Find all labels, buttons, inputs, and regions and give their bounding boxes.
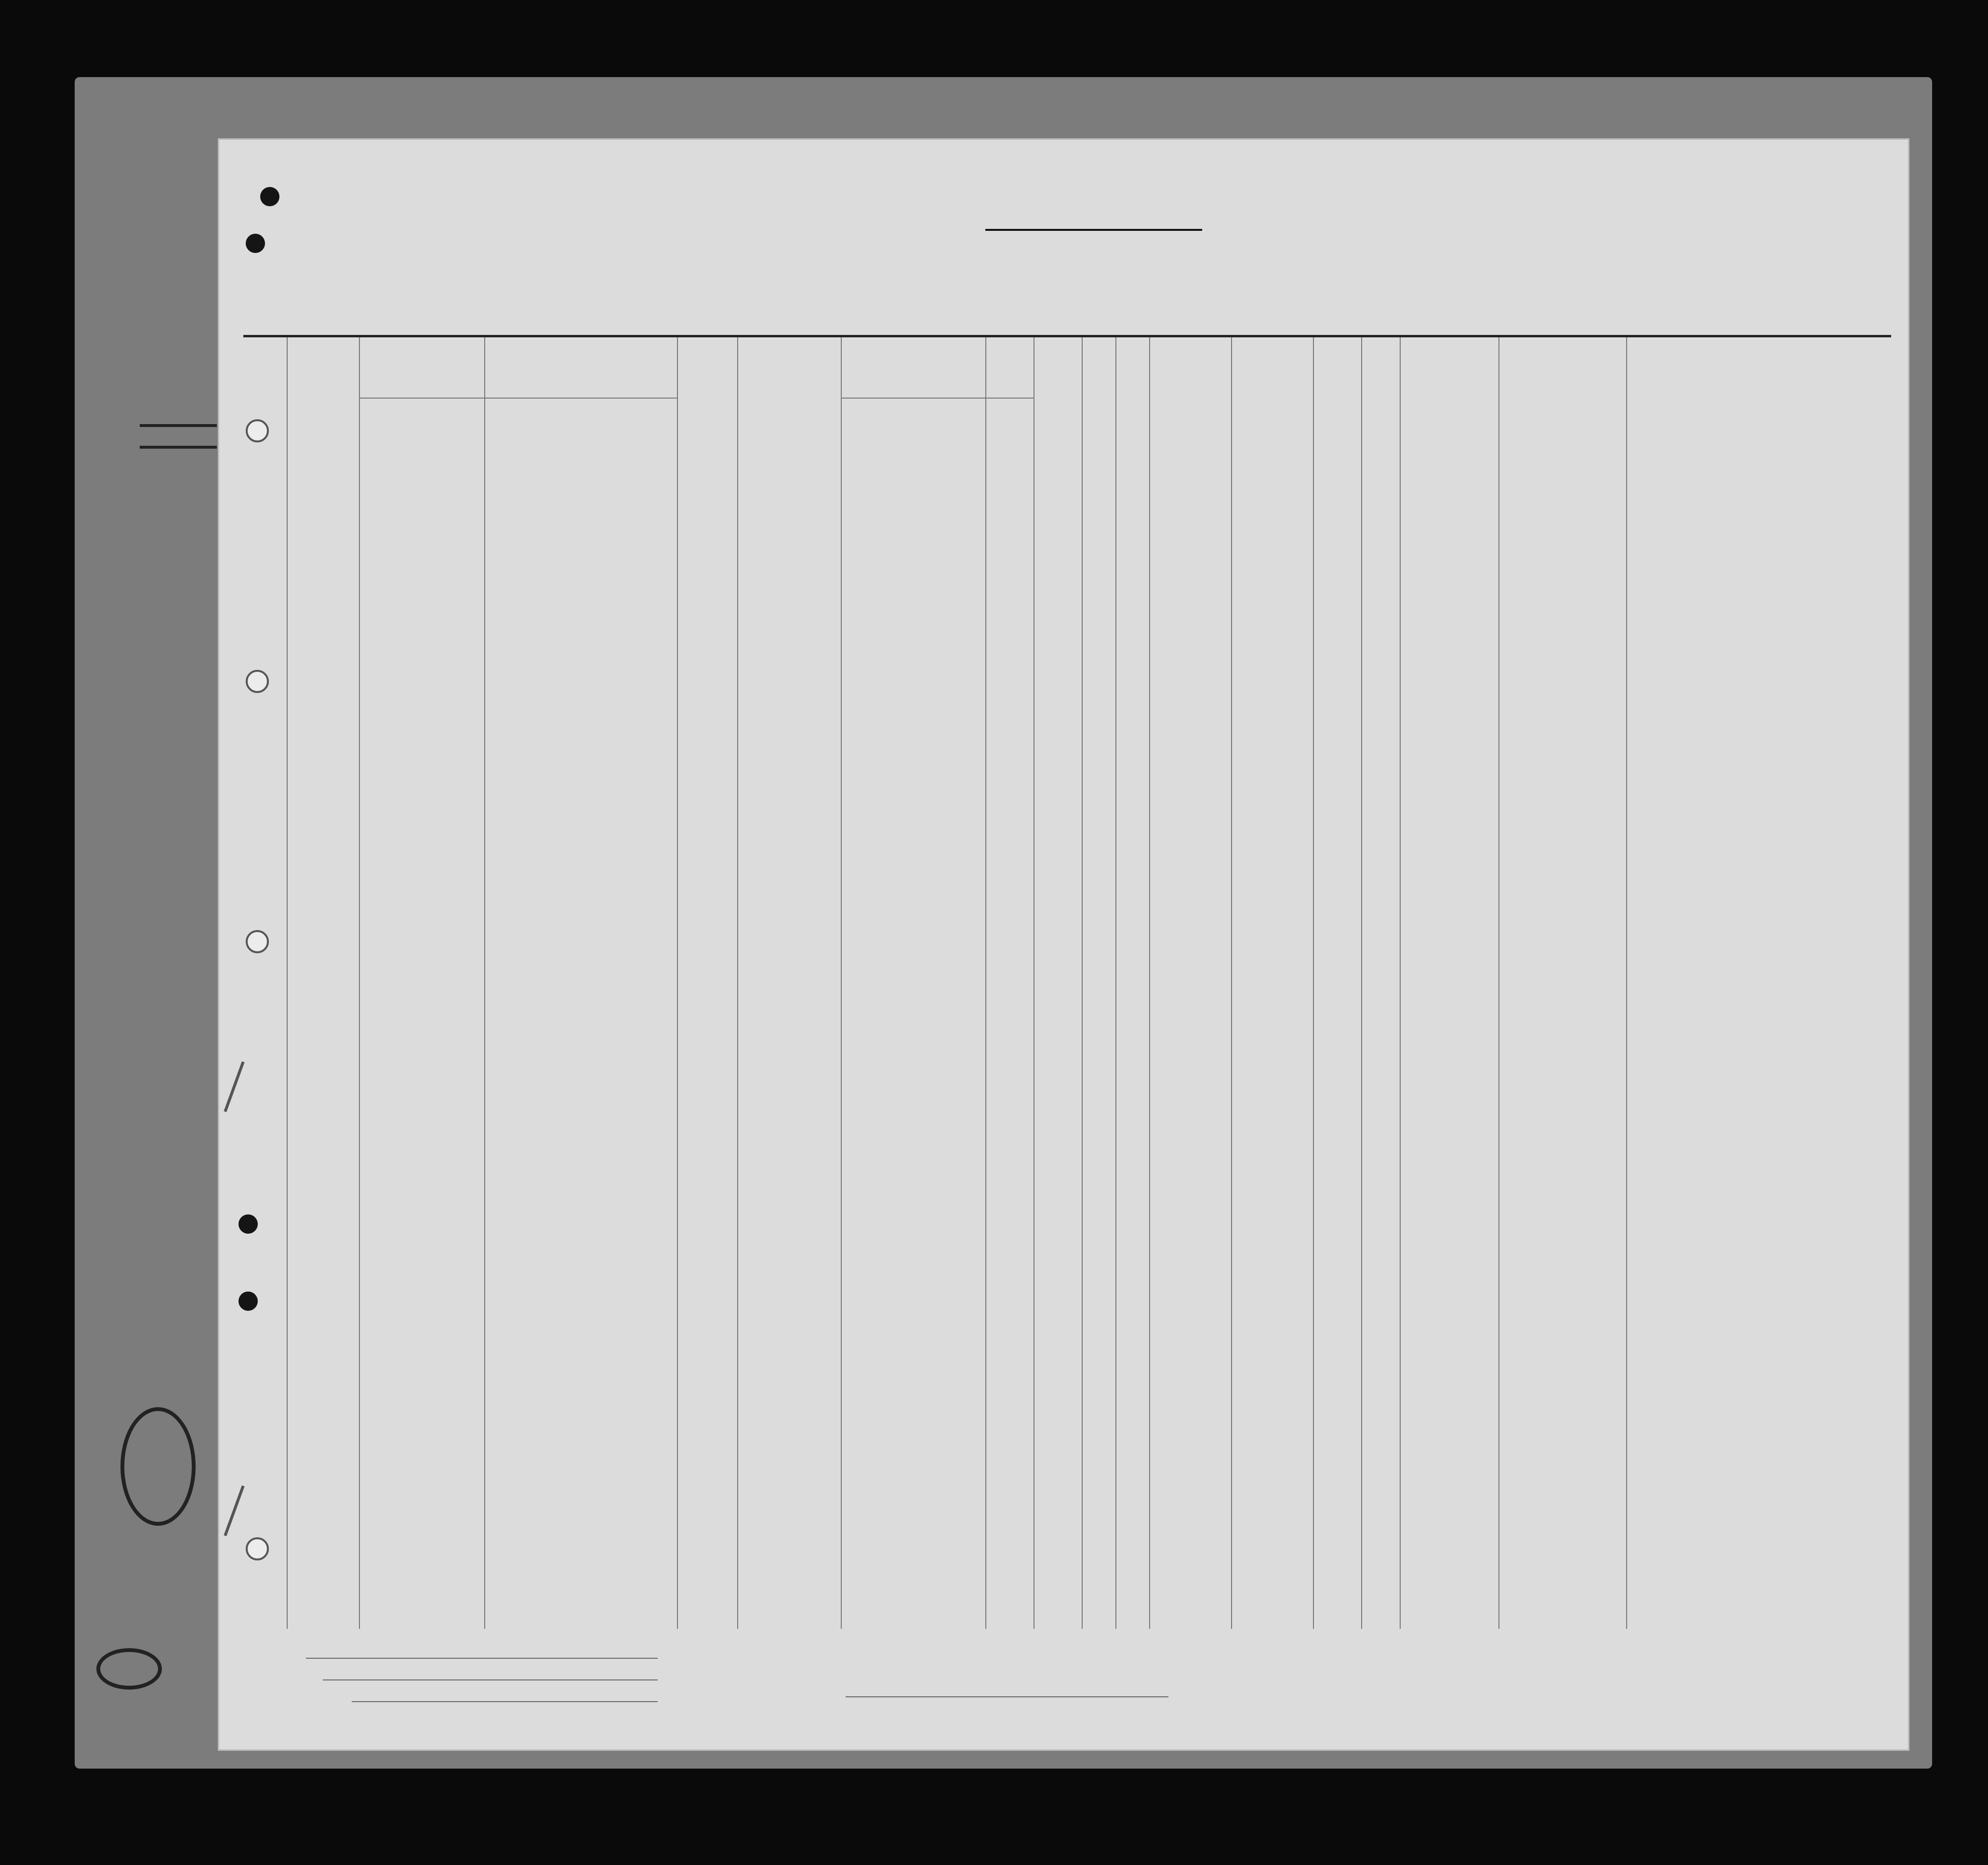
check-mark — [224, 1485, 244, 1536]
column-divider — [985, 337, 986, 1629]
column-divider — [1361, 337, 1362, 1629]
signature-line — [846, 1696, 1168, 1697]
check-mark — [224, 1061, 244, 1112]
column-divider — [1498, 337, 1499, 1629]
column-divider — [1626, 337, 1627, 1629]
footer-owners-blank — [323, 1679, 658, 1680]
column-divider — [1231, 337, 1232, 1629]
column-divider — [737, 337, 738, 1629]
column-divider — [841, 337, 842, 1629]
vessel-line — [378, 303, 634, 327]
column-divider — [677, 337, 678, 1629]
punch-hole — [260, 187, 279, 206]
punch-hole — [246, 234, 265, 253]
manifest-sheet — [219, 140, 1908, 1749]
column-divider — [1115, 337, 1116, 1629]
header-subrule — [841, 398, 1034, 399]
column-divider — [287, 337, 288, 1629]
title-underline — [985, 229, 1202, 231]
binder-line — [140, 424, 217, 427]
binding-string — [120, 1407, 196, 1526]
binding-knot — [96, 1648, 162, 1690]
footer-agents-blank — [352, 1701, 658, 1702]
crew-table — [243, 335, 1891, 1629]
footer-line-blank — [306, 1658, 658, 1659]
column-divider — [1149, 337, 1150, 1629]
column-divider — [1082, 337, 1083, 1629]
binder-line — [140, 446, 217, 449]
column-divider — [1400, 337, 1401, 1629]
column-divider — [1313, 337, 1314, 1629]
column-divider — [359, 337, 360, 1629]
header-subrule — [359, 398, 677, 399]
column-divider — [484, 337, 485, 1629]
